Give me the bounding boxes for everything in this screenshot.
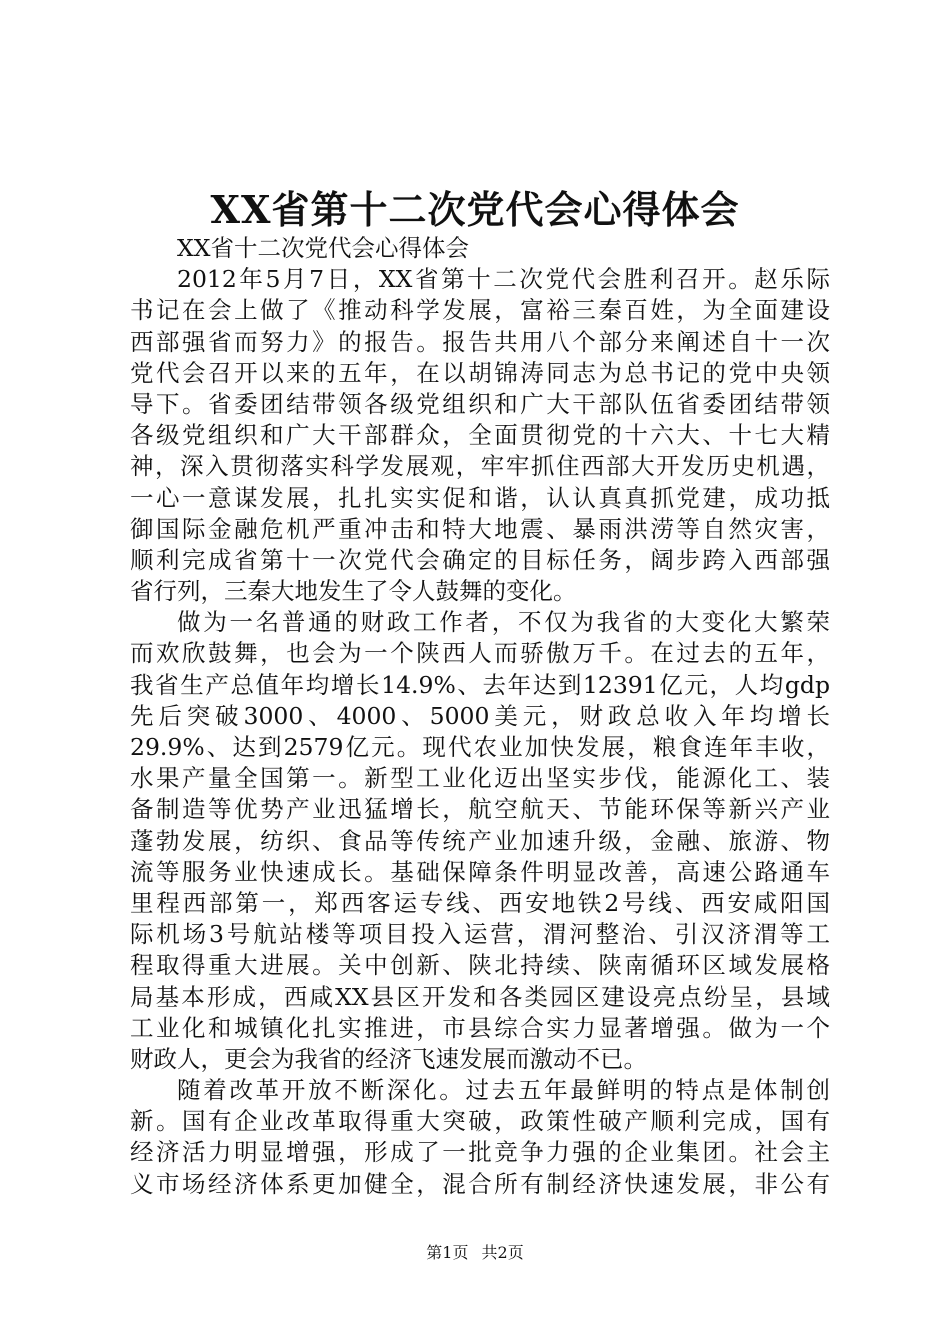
text-line: 经济活力明显增强，形成了一批竞争力强的企业集团。社会主 xyxy=(130,1138,830,1167)
page-total: 共2页 xyxy=(481,1243,524,1262)
text-line: 我省生产总值年均增长14.9%、去年达到12391亿元，人均gdp xyxy=(130,670,830,699)
text-line: 随着改革开放不断深化。过去五年最鲜明的特点是体制创 xyxy=(177,1076,830,1105)
text-line: 义市场经济体系更加健全，混合所有制经济快速发展，非公有 xyxy=(130,1169,830,1198)
text-line: 而欢欣鼓舞，也会为一个陕西人而骄傲万千。在过去的五年， xyxy=(130,639,830,668)
text-line: 程取得重大进展。关中创新、陕北持续、陕南循环区域发展格 xyxy=(130,951,830,980)
page-footer xyxy=(0,1241,950,1265)
document-title: XX省第十二次党代会心得体会 xyxy=(210,187,740,232)
text-line: 书记在会上做了《推动科学发展，富裕三秦百姓，为全面建设 xyxy=(130,296,830,325)
document-body xyxy=(130,233,830,1200)
paragraph xyxy=(130,607,830,1075)
page-number: 第1页 xyxy=(426,1243,469,1262)
paragraph xyxy=(130,1075,830,1200)
text-line: 御国际金融危机严重冲击和特大地震、暴雨洪涝等自然灾害， xyxy=(130,514,830,543)
text-line: 工业化和城镇化扎实推进，市县综合实力显著增强。做为一个 xyxy=(130,1013,830,1042)
text-line: 一心一意谋发展，扎扎实实促和谐，认认真真抓党建，成功抵 xyxy=(130,483,830,512)
paragraph xyxy=(130,233,830,264)
text-line: 际机场3号航站楼等项目投入运营，渭河整治、引汉济渭等工 xyxy=(130,920,830,949)
text-line: 备制造等优势产业迅猛增长，航空航天、节能环保等新兴产业 xyxy=(130,795,830,824)
text-line: XX省十二次党代会心得体会 xyxy=(177,234,469,262)
text-line: 蓬勃发展，纺织、食品等传统产业加速升级，金融、旅游、物 xyxy=(130,826,830,855)
text-line: 党代会召开以来的五年，在以胡锦涛同志为总书记的党中央领 xyxy=(130,358,830,387)
text-line: 省行列，三秦大地发生了令人鼓舞的变化。 xyxy=(130,577,577,606)
text-line: 里程西部第一，郑西客运专线、西安地铁2号线、西安咸阳国 xyxy=(130,888,830,917)
text-line: 29.9%、达到2579亿元。现代农业加快发展，粮食连年丰收， xyxy=(130,733,830,761)
text-line: 做为一名普通的财政工作者，不仅为我省的大变化大繁荣 xyxy=(177,608,830,637)
text-line: 2012年5月7日，XX省第十二次党代会胜利召开。赵乐际 xyxy=(177,265,830,294)
text-line: 新。国有企业改革取得重大突破，政策性破产顺利完成，国有 xyxy=(130,1107,830,1136)
text-line: 先后突破3000、4000、5000美元，财政总收入年均增长 xyxy=(130,701,830,730)
paragraph xyxy=(130,264,830,607)
text-line: 流等服务业快速成长。基础保障条件明显改善，高速公路通车 xyxy=(130,857,830,886)
text-line: 财政人，更会为我省的经济飞速发展而激动不已。 xyxy=(130,1044,647,1073)
text-line: 各级党组织和广大干部群众，全面贯彻党的十六大、十七大精 xyxy=(130,421,830,450)
text-line: 局基本形成，西咸XX县区开发和各类园区建设亮点纷呈，县域 xyxy=(130,982,830,1011)
text-line: 顺利完成省第十一次党代会确定的目标任务，阔步跨入西部强 xyxy=(130,545,830,574)
text-line: 神，深入贯彻落实科学发展观，牢牢抓住西部大开发历史机遇， xyxy=(130,452,830,481)
text-line: 水果产量全国第一。新型工业化迈出坚实步伐，能源化工、装 xyxy=(130,764,830,793)
text-line: 导下。省委团结带领各级党组织和广大干部队伍省委团结带领 xyxy=(130,389,830,418)
text-line: 西部强省而努力》的报告。报告共用八个部分来阐述自十一次 xyxy=(130,327,830,356)
